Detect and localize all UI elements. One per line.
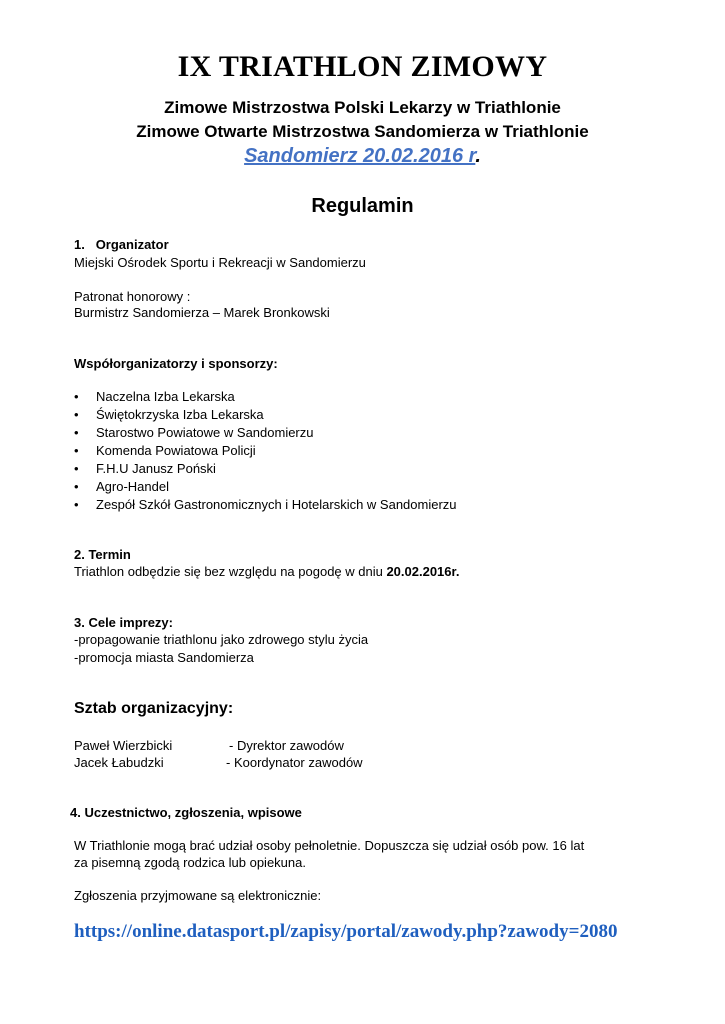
organizer-name: Miejski Ośrodek Sportu i Rekreacji w Sandomierzu — [74, 255, 366, 270]
list-item: • Naczelna Izba Lekarska — [74, 389, 235, 404]
staff-role: - Koordynator zawodów — [226, 755, 363, 770]
registration-link[interactable]: https://online.datasport.pl/zapisy/portal/zawody.php?zawody=2080 — [74, 921, 618, 942]
regulamin-heading: Regulamin — [311, 195, 414, 217]
bullet-icon: • — [74, 407, 79, 422]
date-link[interactable]: Sandomierz 20.02.2016 r — [244, 145, 476, 167]
bullet-icon: • — [74, 443, 79, 458]
section-2-heading: 2. Termin — [74, 547, 131, 562]
bullet-icon: • — [74, 461, 79, 476]
bullet-icon: • — [74, 425, 79, 440]
goal-line: -promocja miasta Sandomierza — [74, 650, 254, 665]
date-line — [0, 145, 725, 168]
section-3-heading: 3. Cele imprezy: — [74, 615, 173, 630]
patronat-value: Burmistrz Sandomierza – Marek Bronkowski — [74, 305, 330, 320]
list-item: • Zespół Szkół Gastronomicznych i Hotelarskich w Sandomierzu — [74, 497, 457, 512]
cosponsors-heading: Współorganizatorzy i sponsorzy: — [74, 356, 278, 371]
list-item: • Komenda Powiatowa Policji — [74, 443, 256, 458]
staff-role: - Dyrektor zawodów — [229, 738, 344, 753]
list-item: • Starostwo Powiatowe w Sandomierzu — [74, 425, 314, 440]
page-title: IX TRIATHLON ZIMOWY — [177, 50, 548, 83]
patronat-label: Patronat honorowy : — [74, 289, 191, 304]
section-1-number: 1. — [74, 237, 85, 252]
list-item: • F.H.U Janusz Poński — [74, 461, 216, 476]
list-item: • Świętokrzyska Izba Lekarska — [74, 407, 264, 422]
bullet-icon: • — [74, 389, 79, 404]
list-item: • Agro-Handel — [74, 479, 169, 494]
subtitle-1: Zimowe Mistrzostwa Polski Lekarzy w Triathlonie — [164, 98, 561, 117]
staff-heading: Sztab organizacyjny: — [74, 700, 234, 717]
event-date: 20.02.2016r. — [386, 564, 460, 579]
section-2-text: Triathlon odbędzie się bez względu na pogodę w dniu 20.02.2016r. — [74, 564, 460, 579]
subtitle-2: Zimowe Otwarte Mistrzostwa Sandomierza w Triathlonie — [136, 122, 589, 141]
bullet-icon: • — [74, 479, 79, 494]
section-4-heading: 4. Uczestnictwo, zgłoszenia, wpisowe — [70, 805, 302, 820]
staff-name: Paweł Wierzbicki — [74, 738, 173, 753]
goal-line: -propagowanie triathlonu jako zdrowego stylu życia — [74, 632, 369, 647]
section-4-paragraph-line-2: za pisemną zgodą rodzica lub opiekuna. — [74, 855, 306, 870]
section-1-heading — [74, 237, 169, 252]
staff-name: Jacek Łabudzki — [74, 755, 164, 770]
date-period: . — [475, 145, 481, 167]
bullet-icon: • — [74, 497, 79, 512]
section-1-title: Organizator — [95, 237, 169, 252]
section-4-paragraph-line-1: W Triathlonie mogą brać udział osoby pełnoletnie. Dopuszcza się udział osób pow. 16 lat — [74, 838, 585, 853]
registration-text: Zgłoszenia przyjmowane są elektronicznie: — [74, 888, 322, 903]
